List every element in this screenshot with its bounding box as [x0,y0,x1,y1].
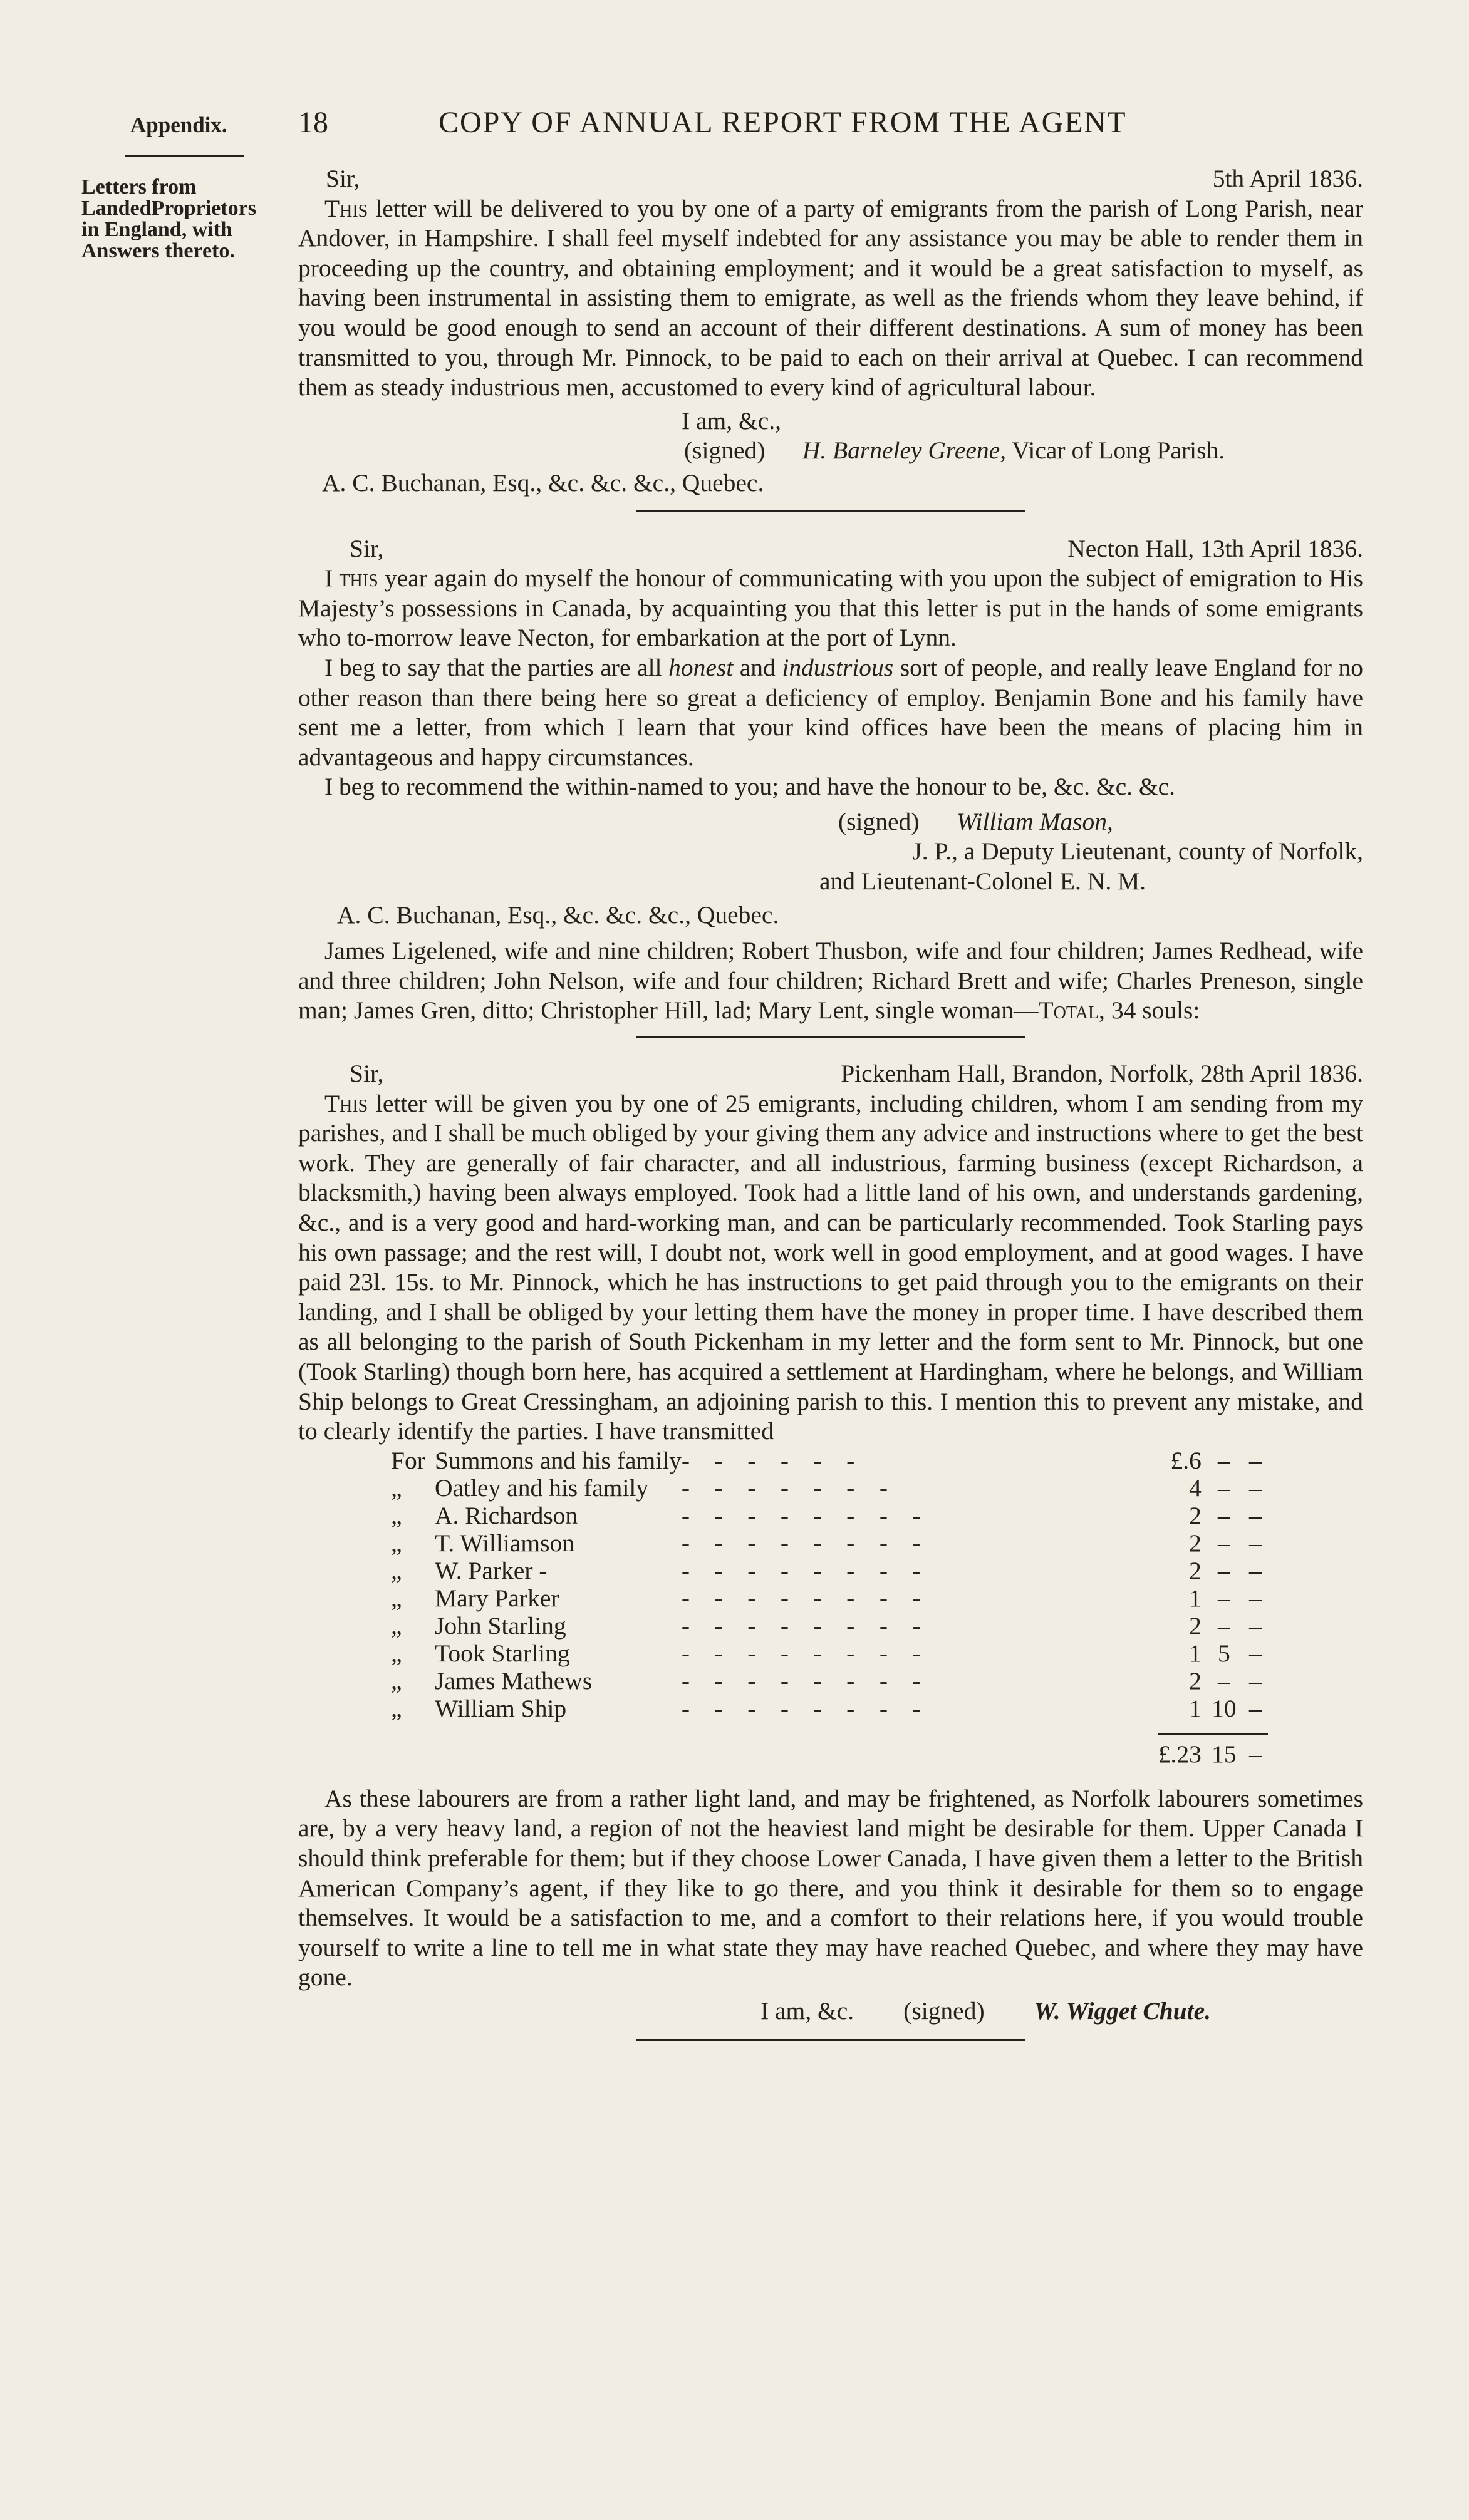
amount-pounds: 1 [1189,1639,1202,1667]
payment-row [391,1612,1268,1640]
payment-row [391,1667,1268,1695]
letter-necton-hall [298,534,1363,1026]
margin-note-line: LandedProprietors [81,197,256,220]
amount-pounds: 2 [1189,1556,1202,1584]
addressee: A. C. Buchanan, Esq., &c. &c. &c., Quebec. [322,468,764,497]
letter-place-date: Pickenham Hall, Brandon, Norfolk, 28th April 1836. [841,1060,1363,1088]
payment-row [391,1695,1268,1722]
payee-name: W. Parker - [435,1556,548,1584]
appendix-underline [125,155,244,157]
signer-name: H. Barneley Greene, [802,436,1007,465]
letter-date: 5th April 1836. [1212,165,1363,192]
section-separator [636,510,1025,514]
payment-row [391,1502,1268,1529]
signature-line: (signed) William Mason, [838,807,1113,835]
leader-dashes: - - - - - - - - [681,1611,921,1640]
payment-prefix: „ [391,1639,402,1667]
letter-long-parish [298,164,1363,498]
letter-paragraph: I beg to say that the parties are all honest and industrious sort of people, and really leave England for no other reason than there being here so great a deficiency of employ. Benjamin Bone and his family have sent me a letter, from which I learn that your kind offices have been the means of placing him in advantageous and happy circumstances. [298,653,1363,771]
payment-row [391,1584,1268,1612]
payment-row [391,1529,1268,1557]
letter-paragraph: I beg to recommend the within-named to you; and have the honour to be, &c. &c. &c. [324,773,1175,801]
amount-pence: – [1249,1694,1262,1722]
payee-name: John Starling [435,1611,566,1640]
letter-body: This letter will be delivered to you by one of a party of emigrants from the parish of Long Parish, near Andover, in Hampshire. I shall feel myself indebted for any assistance you may be able to render them in proceeding up the country, and obtaining employment; and it would be a great satisfaction to myself, as having been instrumental in assisting them to emigrate, as well as the friends whom they leave behind, if you would be good enough to send an account of their different destinations. A sum of money has been transmitted to you, through Mr. Pinnock, to be paid to each on their arrival at Quebec. I can recommend them as steady industrious men, accustomed to every kind of agricultural labour. [298,194,1363,401]
leader-dashes: - - - - - - - - [681,1501,921,1529]
payment-prefix: „ [391,1474,402,1502]
payment-prefix: For [391,1446,425,1474]
payment-prefix: „ [391,1694,402,1722]
payee-name: Took Starling [435,1639,570,1667]
amount-shillings: 5 [1218,1639,1230,1667]
amount-pence: – [1249,1501,1262,1529]
page-number: 18 [298,106,328,139]
total-rule-row [391,1722,1268,1735]
amount-shillings: – [1218,1474,1230,1502]
amount-shillings: 10 [1212,1694,1237,1722]
payment-row [391,1557,1268,1584]
amount-pence: – [1249,1666,1262,1695]
amount-pounds: 4 [1189,1474,1202,1502]
payee-name: A. Richardson [435,1501,578,1529]
closing: I am, &c., [682,406,782,435]
addressee: A. C. Buchanan, Esq., &c. &c. &c., Quebec. [337,901,779,929]
payee-name: William Ship [435,1694,567,1722]
emigrant-list: James Ligelened, wife and nine children; Robert Thusbon, wife and four children; James Redhead, wife and three children; John Nelson, wife and four children; Richard Brett and wife; Charles Preneson, single man; James Gren, ditto; Christopher Hill, lad; Mary Lent, single woman—Total, 34 souls: [298,937,1363,1025]
letter-body: This letter will be given you by one of 25 emigrants, including children, whom I am sending from my parishes, and I shall be much obliged by your giving them any advice and instructions where to get the best work. They are generally of fair character, and all industrious, farming business (except Richardson, a blacksmith,) having been always employed. Took had a little land of his own, and understands gardening, &c., and is a very good and hard-working man, and can be particularly recommended. Took Starling pays his own passage; and the rest will, I doubt not, work well in good employment, and at good wages. I have paid 23l. 15s. to Mr. Pinnock, which he has instructions to get paid through you to the emigrants on their landing, and I shall be obliged by your letting them have the money in proper time. I have described them as all belonging to the parish of South Pickenham in my letter and the form sent to Mr. Pinnock, but one (Took Starling) though born here, has acquired a settlement at Hardingham, where he belongs, and William Ship belongs to Great Cressingham, an adjoining parish to this. I mention this to prevent any mistake, and to clearly identify the parties. I have transmitted [298,1089,1363,1445]
amount-shillings: – [1218,1501,1230,1529]
payment-total-row [391,1734,1268,1768]
closing-paragraph: As these labourers are from a rather light land, and may be frightened, as Norfolk labourers sometimes are, by a very heavy land, a region of not the heaviest land might be desirable for them. Upper Canada I should think preferable for them; but if they choose Lower Canada, I have given them a letter to the British American Company’s agent, if they like to go there, and you think it desirable for them so to engage themselves. It would be a satisfaction to me, and a comfort to their relations here, if you would trouble yourself to write a line to tell me in what state they may have reached Quebec, and where they may have gone. [298,1784,1363,1991]
amount-pence: – [1249,1639,1262,1667]
total-pence: – [1249,1740,1262,1768]
leader-dashes: - - - - - - - - [681,1639,921,1667]
amount-pence: – [1249,1474,1262,1502]
payment-prefix: „ [391,1501,402,1529]
payment-prefix: „ [391,1611,402,1640]
margin-note-line: Answers thereto. [81,239,235,262]
letter-paragraph: I this year again do myself the honour of communicating with you upon the subject of emigration to His Majesty’s possessions in Canada, by acquainting you that this letter is put in the hands of some emigrants who to-morrow leave Necton, for embarkation at the port of Lynn. [298,564,1364,652]
payee-name: Oatley and his family [435,1474,649,1502]
payee-name: James Mathews [435,1666,593,1695]
signature-line: I am, &c. (signed) W. Wigget Chute. [760,1996,1212,2025]
running-title: COPY OF ANNUAL REPORT FROM THE AGENT [439,106,1127,139]
salutation: Sir, [326,165,360,192]
amount-pence: – [1249,1529,1262,1557]
payment-prefix: „ [391,1584,402,1612]
margin-note-line: in England, with [81,218,232,241]
amount-pence: – [1249,1584,1262,1612]
signer-name: William Mason, [956,807,1113,835]
payee-name: Summons and his family [435,1446,682,1474]
page-header [0,105,1469,149]
amount-pence: – [1249,1611,1262,1640]
payment-prefix: „ [391,1529,402,1557]
leader-dashes: - - - - - - - - [681,1556,921,1584]
section-separator [636,1036,1025,1040]
signer-name: W. Wigget Chute. [1034,1996,1212,2025]
appendix-label: Appendix. [130,113,227,137]
amount-pounds: 2 [1189,1611,1202,1640]
payment-prefix: „ [391,1666,402,1695]
main-text [298,164,1363,2043]
payee-name: T. Williamson [435,1529,574,1557]
letter-place-date: Necton Hall, 13th April 1836. [1067,534,1363,562]
payment-row [391,1447,1268,1474]
amount-shillings: – [1218,1611,1230,1640]
amount-shillings: – [1218,1556,1230,1584]
amount-shillings: – [1218,1584,1230,1612]
amount-shillings: – [1218,1529,1230,1557]
salutation: Sir, [350,534,384,562]
amount-pounds: 1 [1189,1584,1202,1612]
amount-pounds: 2 [1189,1666,1202,1695]
leader-dashes: - - - - - - - - [681,1584,921,1612]
signer-title: J. P., a Deputy Lieutenant, county of Norfolk, [912,837,1363,865]
amount-pounds: £.6 [1170,1446,1202,1474]
leader-dashes: - - - - - - - - [681,1529,921,1557]
signer-title: and Lieutenant-Colonel E. N. M. [819,867,1146,896]
payment-row [391,1474,1268,1502]
leader-dashes: - - - - - - - [681,1474,888,1502]
leader-dashes: - - - - - - [681,1446,855,1474]
payment-row [391,1640,1268,1667]
signature-line: (signed) H. Barneley Greene, Vicar of Long Parish. [684,436,1225,465]
total-pounds: £.23 [1158,1740,1202,1768]
payments-table [391,1447,1268,1768]
amount-pounds: 1 [1189,1694,1202,1722]
payment-prefix: „ [391,1556,402,1584]
total-shillings: 15 [1212,1740,1237,1768]
section-separator [636,2039,1025,2043]
leader-dashes: - - - - - - - - [681,1694,921,1722]
leader-dashes: - - - - - - - - [681,1666,921,1695]
amount-pounds: 2 [1189,1501,1202,1529]
payee-name: Mary Parker [435,1584,559,1612]
amount-shillings: – [1218,1666,1230,1695]
letter-pickenham-hall [298,1059,1363,2026]
salutation: Sir, [350,1060,384,1088]
amount-pence: – [1249,1446,1262,1474]
margin-note-line: Letters from [81,175,197,199]
margin-note [81,177,294,262]
amount-pence: – [1249,1556,1262,1584]
amount-pounds: 2 [1189,1529,1202,1557]
amount-shillings: – [1218,1446,1230,1474]
